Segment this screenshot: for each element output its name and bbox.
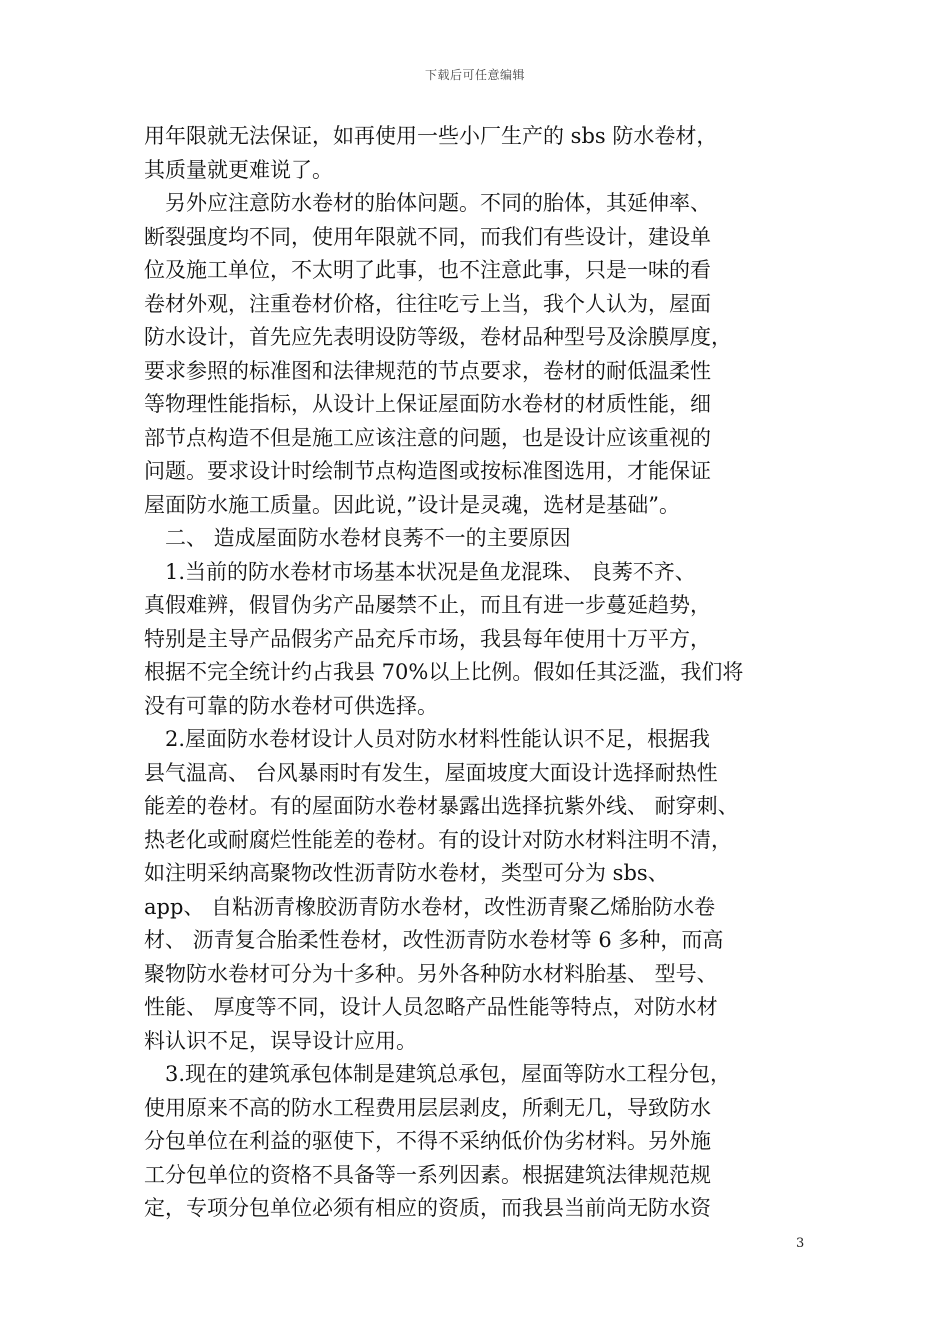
text-line: 能差的卷材。有的屋面防水卷材暴露出选择抗紫外线、 耐穿刺、 [144,794,739,818]
text-line: 卷材外观，注重卷材价格，往往吃亏上当，我个人认为，屋面 [144,291,711,316]
text-line: 等物理性能指标，从设计上保证屋面防水卷材的材质性能，细 [144,392,711,416]
text-line: 没有可靠的防水卷材可供选择。 [144,693,438,718]
text-line: 工分包单位的资格不具备等一系列因素。根据建筑法律规范规 [144,1162,711,1187]
page-header: 下载后可任意编辑 [424,68,525,82]
text-line: 定，专项分包单位必须有相应的资质，而我县当前尚无防水资 [144,1196,711,1220]
text-line: 2.屋面防水卷材设计人员对防水材料性能认识不足，根据我 [144,727,711,751]
text-line: 部节点构造不但是施工应该注意的问题，也是设计应该重视的 [144,425,711,450]
text-line: 性能、 厚度等不同，设计人员忽略产品性能等特点，对防水材 [144,995,718,1019]
text-line: 断裂强度均不同，使用年限就不同，而我们有些设计，建设单 [144,224,711,249]
text-line: 根据不完全统计约占我县 70%以上比例。假如任其泛滥，我们将 [144,660,744,684]
text-line: 3.现在的建筑承包体制是建筑总承包，屋面等防水工程分包， [144,1062,732,1086]
text-line: 热老化或耐腐烂性能差的卷材。有的设计对防水材料注明不清， [144,827,732,852]
text-line: 用年限就无法保证，如再使用一些小厂生产的 sbs 防水卷材， [144,124,718,148]
text-line: 屋面防水施工质量。因此说，”设计是灵魂，选材是基础”。 [144,492,680,517]
text-line: app、 自粘沥青橡胶沥青防水卷材，改性沥青聚乙烯胎防水卷 [144,894,716,919]
text-line: 材、 沥青复合胎柔性卷材，改性沥青防水卷材等 6 多种，而高 [144,928,724,952]
text-line: 其质量就更难说了。 [144,157,333,182]
text-line: 料认识不足，误导设计应用。 [144,1028,417,1053]
text-line: 聚物防水卷材可分为十多种。另外各种防水材料胎基、 型号、 [144,961,718,986]
text-line: 真假难辨，假冒伪劣产品屡禁不止，而且有进一步蔓延趋势， [144,593,711,617]
text-line: 县气温高、 台风暴雨时有发生，屋面坡度大面设计选择耐热性 [144,760,718,785]
text-line: 要求参照的标准图和法律规范的节点要求，卷材的耐低温柔性 [144,358,711,383]
text-line: 另外应注意防水卷材的胎体问题。不同的胎体，其延伸率、 [144,191,711,215]
page-number: 3 [796,1236,805,1251]
document-body [144,120,844,1226]
text-line: 问题。要求设计时绘制节点构造图或按标准图选用，才能保证 [144,459,711,483]
text-line: 如注明采纳高聚物改性沥青防水卷材，类型可分为 sbs、 [144,861,669,885]
text-line: 使用原来不高的防水工程费用层层剥皮，所剩无几，导致防水 [144,1095,711,1120]
text-line: 位及施工单位，不太明了此事，也不注意此事，只是一味的看 [144,258,711,282]
text-line: 防水设计，首先应先表明设防等级，卷材品种型号及涂膜厚度， [144,325,732,349]
section-heading: 二、 造成屋面防水卷材良莠不一的主要原因 [144,526,571,550]
text-line: 1.当前的防水卷材市场基本状况是鱼龙混珠、 良莠不齐、 [144,559,696,584]
text-line: 特别是主导产品假劣产品充斥市场，我县每年使用十万平方， [144,626,711,651]
text-line: 分包单位在利益的驱使下，不得不采纳低价伪劣材料。另外施 [144,1129,711,1153]
